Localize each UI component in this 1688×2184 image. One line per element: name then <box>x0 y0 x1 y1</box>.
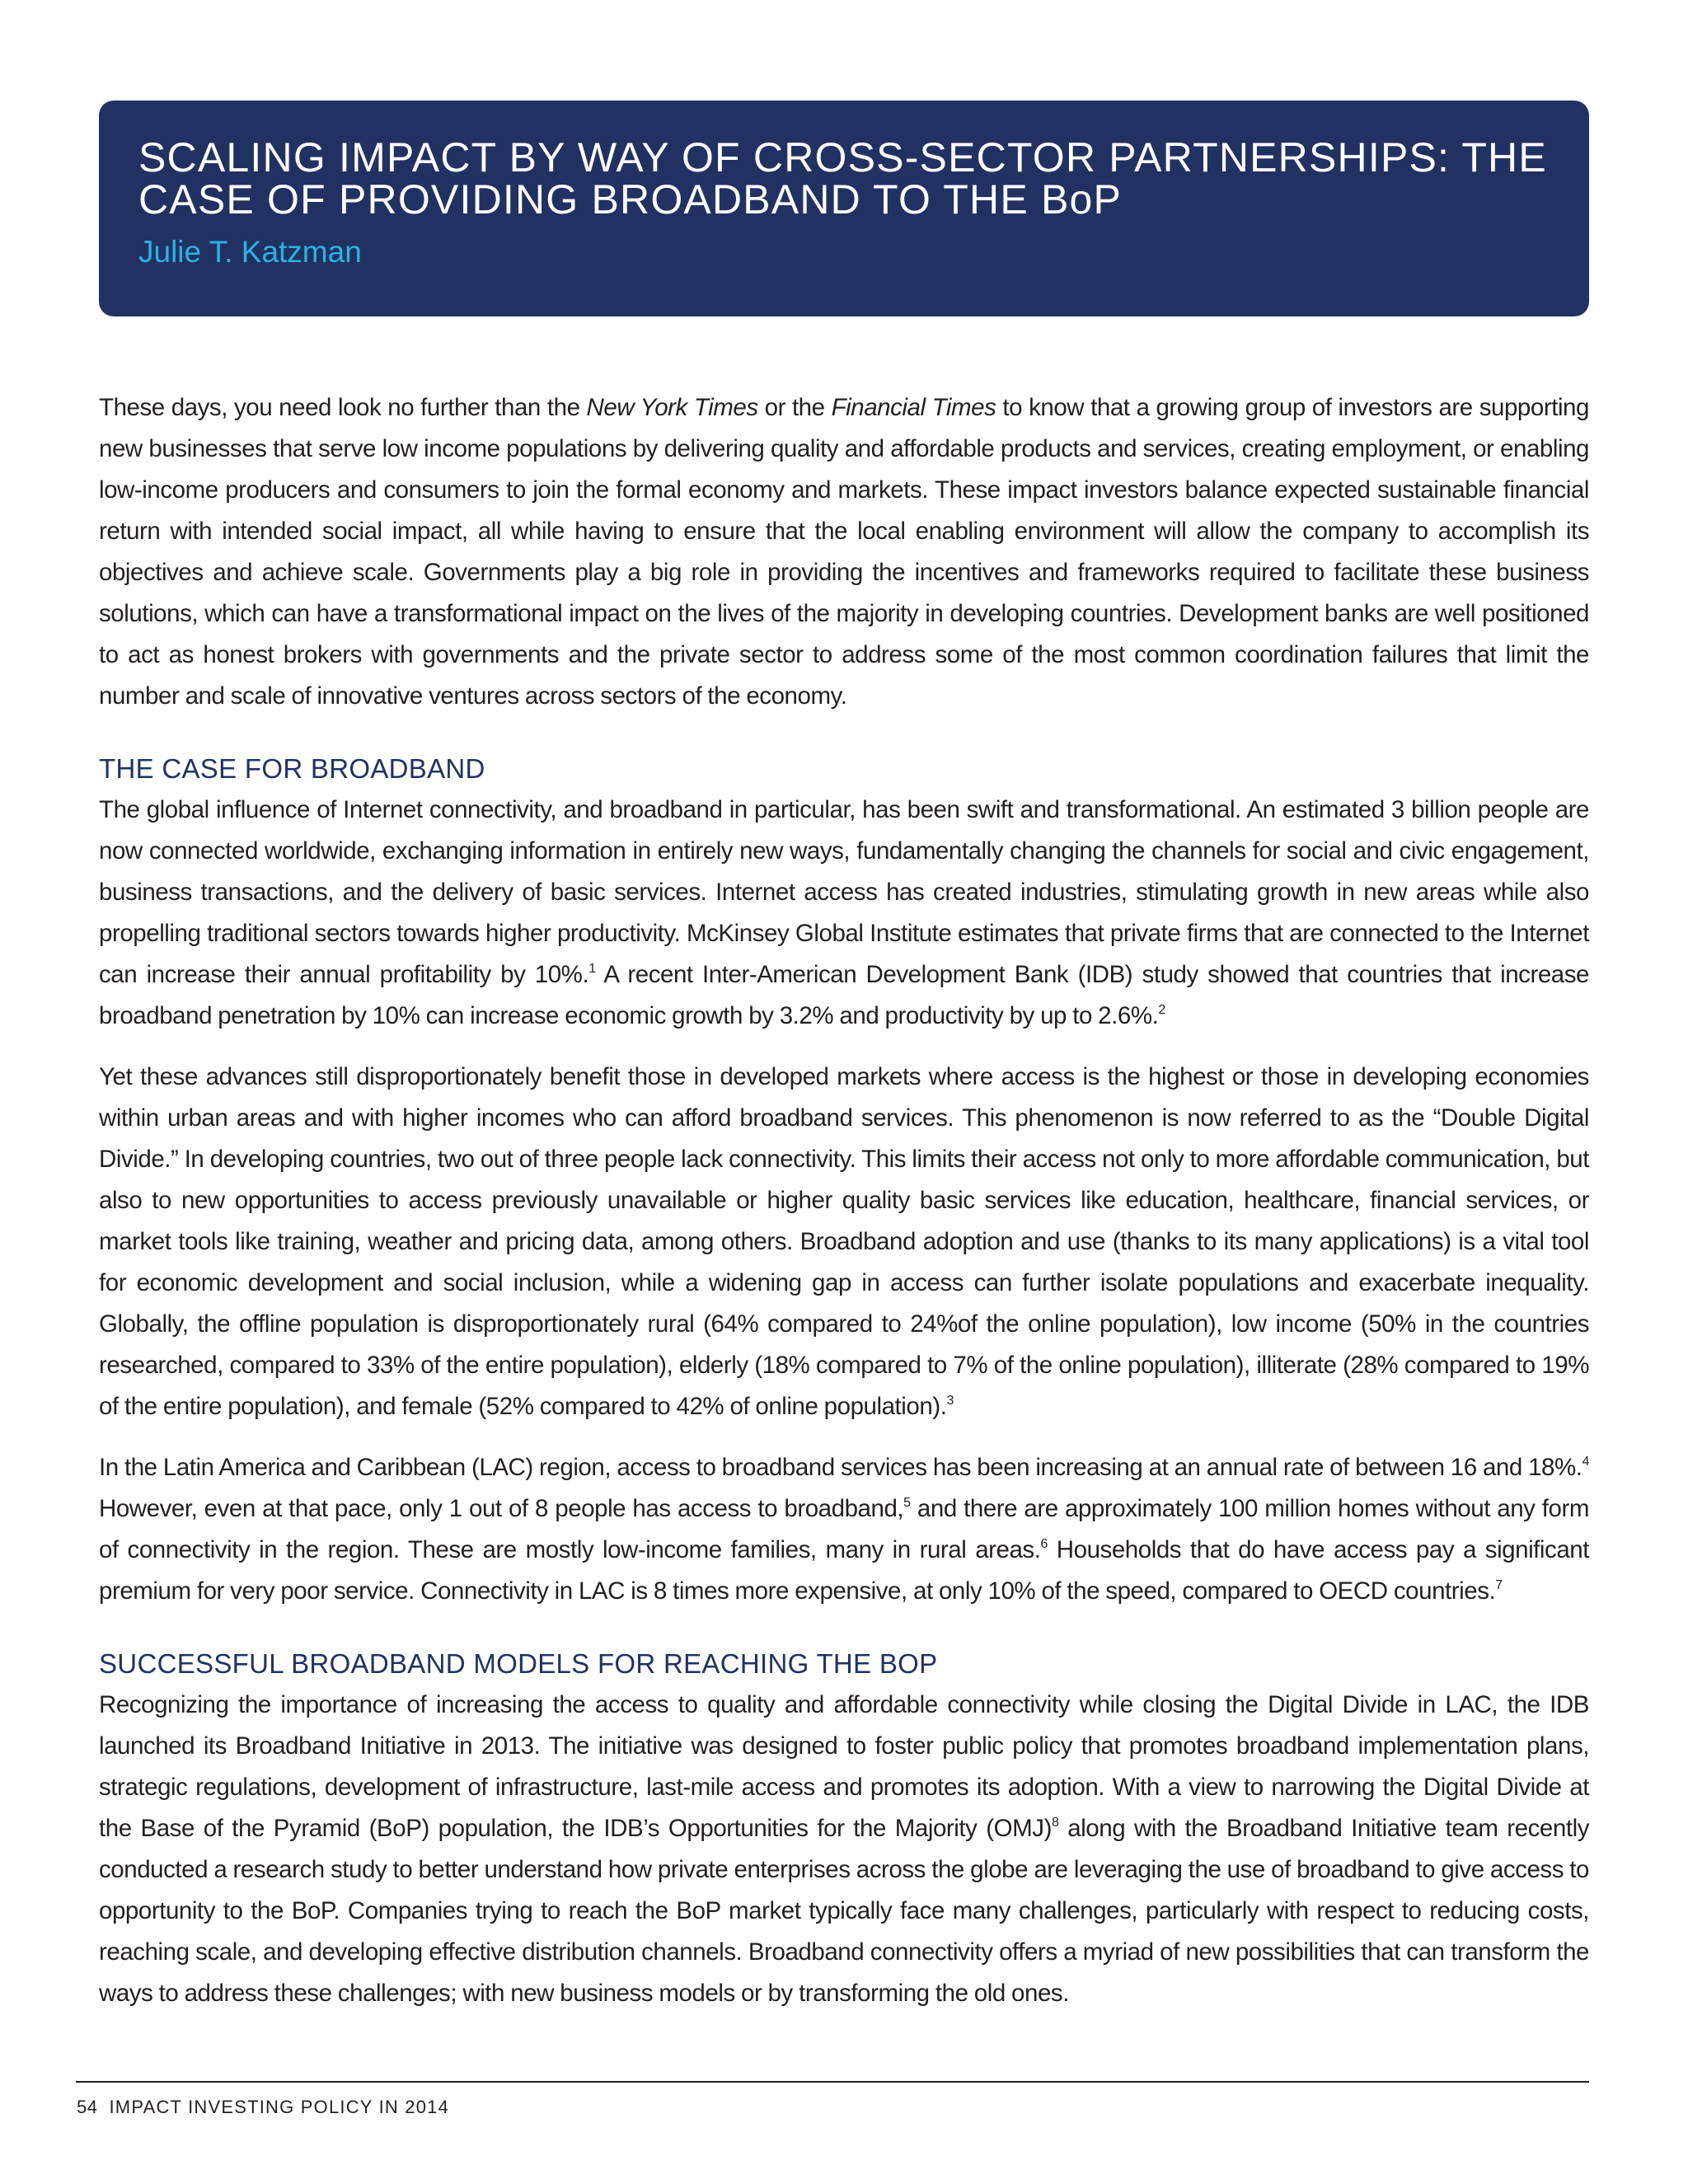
body-text: and there are approximately 100 million homes without any form of connectivity in the region. These are mostly low-income families, many in rural areas. <box>99 1495 1589 1563</box>
footnote-ref-5[interactable]: 5 <box>903 1496 911 1510</box>
article-body <box>99 387 1589 2014</box>
body-text: In the Latin America and Caribbean (LAC) region, access to broadband services has been increasing at an annual rate of between 16 and 18%. <box>99 1454 1582 1481</box>
article-title-line-1: SCALING IMPACT BY WAY OF CROSS-SECTOR PARTNERSHIPS: THE <box>138 134 1547 180</box>
body-text: A recent Inter-American Development Bank (IDB) study showed that countries that increase broadband penetration by 10% can increase economic growth by 3.2% and productivity by up to 2.6%. <box>99 961 1589 1029</box>
footnote-ref-7[interactable]: 7 <box>1495 1578 1503 1592</box>
article-title-line-2: CASE OF PROVIDING BROADBAND TO THE BoP <box>138 176 1123 223</box>
page-number: 54 <box>77 2097 98 2117</box>
article-author: Julie T. Katzman <box>138 235 362 269</box>
body-text: However, even at that pace, only 1 out of 8 people has access to broadband, <box>99 1495 904 1522</box>
section1-paragraph-2 <box>99 1057 1589 1427</box>
publication-title: IMPACT INVESTING POLICY IN 2014 <box>109 2097 450 2117</box>
intro-paragraph <box>99 387 1589 717</box>
body-text: Households that do have access pay a significant premium for very poor service. Connectivity in LAC is 8 times more expensive, at only 10% of the speed, compared to OECD countries. <box>99 1536 1589 1605</box>
intro-text-2: or the <box>757 394 832 421</box>
page-footer <box>77 2096 449 2119</box>
section1-paragraph-3 <box>99 1447 1589 1612</box>
intro-text-1: These days, you need look no further than the <box>99 394 587 421</box>
section-heading-successful-models: SUCCESSFUL BROADBAND MODELS FOR REACHING THE BOP <box>99 1648 938 1679</box>
section1-paragraph-1 <box>99 790 1589 1037</box>
footnote-ref-1[interactable]: 1 <box>588 962 596 976</box>
publication-name-nyt: New York Times <box>586 394 758 421</box>
publication-name-ft: Financial Times <box>831 394 996 421</box>
footnote-ref-4[interactable]: 4 <box>1582 1455 1589 1469</box>
footnote-ref-3[interactable]: 3 <box>946 1394 954 1408</box>
intro-text-3: to know that a growing group of investors are supporting new businesses that serve low income populations by delivering quality and affordable products and services, creating employment, or enabling low-income producers and consumers to join the formal economy and markets. These impact investors balance expected sustainable financial return with intended social impact, all while having to ensure that the local enabling environment will allow the company to accomplish its objectives and achieve scale. Governments play a big role in providing the incentives and frameworks required to facilitate these business solutions, which can have a transformational impact on the lives of the majority in developing countries. Development banks are well positioned to act as honest brokers with governments and the private sector to address some of the most common coordination failures that limit the number and scale of innovative ventures across sectors of the economy. <box>99 394 1589 710</box>
footnote-ref-8[interactable]: 8 <box>1051 1816 1059 1830</box>
body-text: along with the Broadband Initiative team recently conducted a research study to better understand how private enterprises across the globe are leveraging the use of broadband to give access to opportunity to the BoP. Companies trying to reach the BoP market typically face many challenges, particularly with respect to reducing costs, reaching scale, and developing effective distribution channels. Broadband connectivity offers a myriad of new possibilities that can transform the ways to address these challenges; with new business models or by transforming the old ones. <box>99 1815 1589 2007</box>
footnote-ref-6[interactable]: 6 <box>1040 1537 1048 1551</box>
body-text: The global influence of Internet connectivity, and broadband in particular, has been swift and transformational. An estimated 3 billion people are now connected worldwide, exchanging information in entirely new ways, fundamentally changing the channels for social and civic engagement, business transactions, and the delivery of basic services. Internet access has created industries, stimulating growth in new areas while also propelling traditional sectors towards higher productivity. McKinsey Global Institute estimates that private firms that are connected to the Internet can increase their annual profitability by 10%. <box>99 796 1589 988</box>
body-text: Recognizing the importance of increasing the access to quality and affordable connectivity while closing the Digital Divide in LAC, the IDB launched its Broadband Initiative in 2013. The initiative was designed to foster public policy that promotes broadband implementation plans, strategic regulations, development of infrastructure, last-mile access and promotes its adoption. With a view to narrowing the Digital Divide at the Base of the Pyramid (BoP) population, the IDB’s Opportunities for the Majority (OMJ) <box>99 1691 1589 1842</box>
section2-paragraph-1 <box>99 1685 1589 2014</box>
body-text: Yet these advances still disproportionately benefit those in developed markets where access is the highest or those in developing economies within urban areas and with higher incomes who can afford broadband services. This phenomenon is now referred to as the “Double Digital Divide.” In developing countries, two out of three people lack connectivity. This limits their access not only to more affordable communication, but also to new opportunities to access previously unavailable or higher quality basic services like education, healthcare, financial services, or market tools like training, weather and pricing data, among others. Broadband adoption and use (thanks to its many applications) is a vital tool for economic development and social inclusion, while a widening gap in access can further isolate populations and exacerbate inequality. Globally, the offline population is disproportionately rural (64% compared to 24%of the online population), low income (50% in the countries researched, compared to 33% of the entire population), elderly (18% compared to 7% of the online population), illiterate (28% compared to 19% of the entire population), and female (52% compared to 42% of online population). <box>99 1063 1589 1420</box>
article-title <box>138 134 1550 223</box>
footnote-ref-2[interactable]: 2 <box>1158 1003 1165 1017</box>
footer-divider <box>76 2081 1589 2083</box>
title-banner <box>99 101 1589 316</box>
section-heading-case-for-broadband: THE CASE FOR BROADBAND <box>99 753 485 784</box>
